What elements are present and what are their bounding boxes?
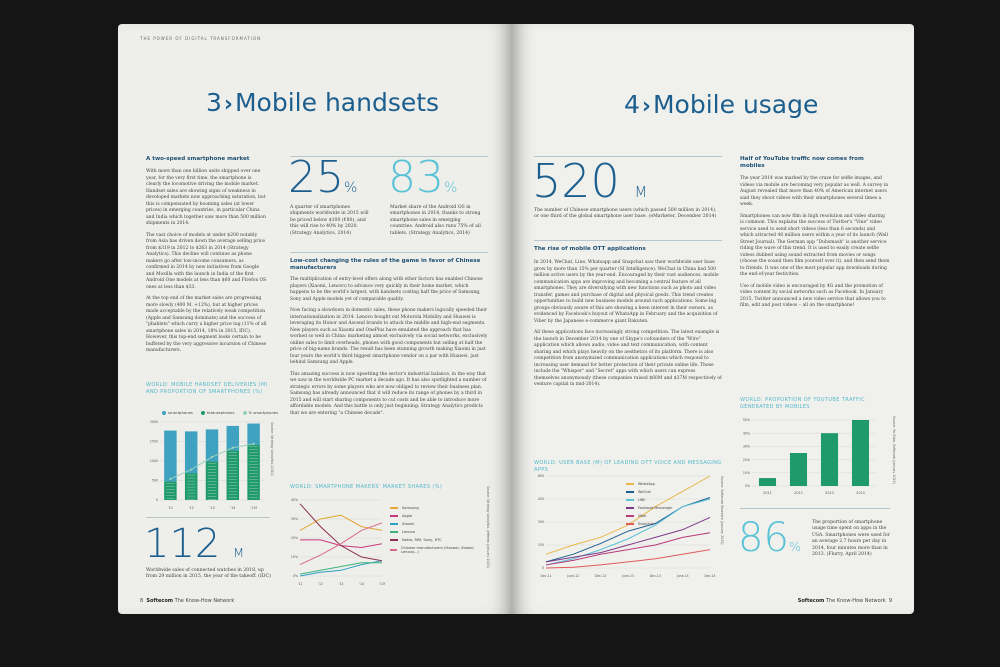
x-tick-label: June-13 <box>622 574 634 578</box>
y-tick-label: 40% <box>742 431 750 436</box>
chart-source: Source: Strategy Analytics (2014) <box>270 422 274 476</box>
data-point <box>232 447 234 449</box>
y-tick-label: 1500 <box>149 439 158 444</box>
right-page <box>512 24 914 614</box>
x-tick-label: '15f <box>379 582 385 586</box>
bar <box>790 453 807 486</box>
magazine-spread <box>118 24 914 614</box>
y-tick-label: 30% <box>742 444 750 449</box>
x-tick-label: 2011 <box>763 491 772 495</box>
series-line <box>546 550 710 568</box>
x-tick-label: 2012 <box>794 491 803 495</box>
series-line <box>546 533 710 565</box>
x-tick-label: Dec-11 <box>540 574 552 578</box>
y-tick-label: 500 <box>151 478 158 483</box>
subhead-low-cost: Low-cost changing the rules of the game in favor of Chinese manufacturers <box>290 258 481 271</box>
left-col1-body <box>146 169 268 360</box>
stat-86-caption: The proportion of smartphone usage time spent on apps in the USA. Smartphones were used for an average 2.7 hours per day in 2014, four minutes more than in 2013. (Flurry, April 2014) <box>812 520 890 558</box>
legend-item: Viber <box>626 514 696 518</box>
x-tick-label: '13 <box>209 506 215 510</box>
bar <box>852 420 869 486</box>
legend-item: Lenovo <box>390 530 482 534</box>
paragraph: With more than one billion units shipped over one year, for the very first time, the smartphone is clearly the locomotive driving the mobile market. Handset sales are showing signs of weakness in developed markets now approaching saturation, but this is compensated by booming sales (at lower prices) in emerging countries, in particular China and India which together saw more than 500 million shipments in 2014. <box>146 169 266 227</box>
chart-legend-ott <box>626 482 696 530</box>
right-col1-body <box>534 260 722 394</box>
footer-left: 8 Softecom The Know-How Network <box>140 598 235 604</box>
y-tick-label: 0 <box>541 566 544 571</box>
y-tick-label: 20% <box>742 457 750 462</box>
section-title: Mobile usage <box>652 90 819 119</box>
chart-title-deliveries: WORLD: MOBILE HANDSET DELIVERIES (M) AND PROPORTION OF SMARTPHONES (%) <box>146 382 269 395</box>
y-tick-label: 150 <box>537 543 544 548</box>
x-tick-label: Dec-13 <box>649 574 661 578</box>
paragraph: All these applications face increasingly strong competition. The latest example is the launch in December 2014 by one of Skype's cofounders of the "Wire" application which allows audio, video and text communication, with content sharing and which plays heavily on the aesthetics of its platform. There is also competition from anonymized communication applications which respond to increasing user demand for better protection of their private online life. These include the "Whisper" and "Secret" apps with which users can express themselves anonymously (these companies raised $60M and $37M respectively of venture capital in mid-2014). <box>534 330 722 388</box>
y-tick-label: 20% <box>290 536 298 541</box>
divider <box>146 517 270 518</box>
x-tick-label: '14 <box>359 582 364 586</box>
chart-source: Source: YouTube, Softecom (January 2015) <box>892 416 896 484</box>
data-point <box>169 478 171 480</box>
paragraph: At the top end of the market sales are progressing more slowly (400 M, +12%), but at higher prices made acceptable by the relatively weak competition (Apple and Samsung dominate) and the success of "phablets" which carry a higher price tag (11% of all smartphone sales in 2014, 18% in 2015, IDC). However, this top-end segment looks certain to be buffeted by the very aggressive incursion of Chinese manufacturers. <box>146 296 267 354</box>
stat-83-caption: Market share of the Android OS in smartphones in 2014, thanks to strong smartphone sales in emerging countries. Android also runs 75% of all tablets. (Strategy Analytics, 2014) <box>390 205 481 236</box>
section-number: 4 <box>624 90 640 119</box>
divider <box>740 508 890 509</box>
subhead-two-speed: A two-speed smartphone market <box>146 156 250 162</box>
chart-legend-deliveries <box>162 410 278 415</box>
bar <box>759 478 776 486</box>
subhead-ott: The rise of mobile OTT applications <box>534 246 646 252</box>
paragraph: In 2014, WeChat, Line, Whatsapp and Snapchat saw their worldwide user base grow by more than 15% per quarter (SI Intelligence). WeChat in China had 500 million active users by the year-end. Encouraged by their vast audiences, mobile communication apps are improving and becoming a central feature of all smartphones. They are diversifying with new functions such as photo and video transfer, games and purchase of digital and physical goods. This trend creates opportunities to build new business models around such applications. Some big groups obviously aware of this are showing a keen interest in their owners, as evidenced by Facebook's buyout of WhatsApp in February and the acquisition of Viber by the Japanese e-commerce giant Rakuten. <box>534 260 719 324</box>
chart-legend-market-shares <box>390 506 482 558</box>
chart-source: Source: Softecom Research (January 2015) <box>720 476 724 545</box>
section-heading-mobile-handsets <box>206 88 439 117</box>
bar <box>821 433 838 486</box>
paragraph: This amazing success is now upsetting the sector's industrial balance, in the way that we saw in the worldwide PC market a decade ago. It has also spotlighted a number of strategic errors by some players who are now obliged to review their business plan. Samsung has already announced that it will reduce its range of phones by a third in 2015 and will start sharing components to cut costs and be able to introduce more affordable models. And this battle is only just beginning: Strategy Analytics predicts that we are entering "a Chinese decade". <box>290 371 487 416</box>
x-tick-label: '13 <box>338 582 344 586</box>
subhead-youtube: Half of YouTube traffic now comes from mobiles <box>740 156 864 169</box>
y-tick-label: 300 <box>537 520 544 525</box>
chart-title-market-shares: WORLD: SMARTPHONE MAKERS' MARKET SHARES (%) <box>290 484 443 490</box>
data-point <box>211 456 213 458</box>
x-tick-label: '11 <box>297 582 303 586</box>
series-line <box>300 504 382 561</box>
y-tick-label: 50% <box>742 418 750 423</box>
data-point <box>252 443 254 445</box>
data-point <box>190 468 192 470</box>
y-tick-label: 450 <box>537 497 544 502</box>
chart-title-ott: WORLD: USER BASE (M) OF LEADING OTT VOICE AND MESSAGING APPS <box>534 460 722 473</box>
paragraph: Now facing a slowdown in domestic sales, these phone makers logically speeded their internationalization in 2014. Lenovo bought out Motorola Mobility and Huawei is leveraging its Honor and Ascend brands to attack the middle and high-end segments. New players such as Xiaomi and OnePlus have emulated the approach that has worked so well in China: marketing almost exclusively via social networks, exclusively online sales to limit overheads, phones with good components but selling at half the price of big-name brands. The result has been stunning growth making Xiaomi in just four years the world's third biggest smartphone vendor on a par with Huawei, just behind Samsung and Apple. <box>290 308 488 366</box>
x-tick-label: '15f <box>250 506 257 510</box>
y-tick-label: 10% <box>290 555 298 560</box>
x-tick-label: Dec-12 <box>595 574 607 578</box>
legend-item: LINE <box>626 498 696 502</box>
legend-item: Chinese manufacturers (Huawei, Xiaomi, Lenovo...) <box>390 546 482 554</box>
x-tick-label: '12 <box>318 582 323 586</box>
bar-featurephones <box>247 424 259 445</box>
x-tick-label: Dec-14 <box>704 574 716 578</box>
legend-item: Facebook Messenger <box>626 506 696 510</box>
y-tick-label: 600 <box>537 474 544 479</box>
x-tick-label: 2013 <box>825 491 834 495</box>
bar-smartphones <box>206 461 218 500</box>
market-shares-line-chart <box>288 494 386 588</box>
stat-112m: 112 M <box>144 521 245 567</box>
bar-featurephones <box>164 431 176 482</box>
section-number: 3 <box>206 88 222 117</box>
stat-83-percent: 83% <box>388 152 458 203</box>
x-tick-label: '12 <box>188 506 194 510</box>
stat-25-percent: 25% <box>288 152 358 203</box>
legend-item: featurephones <box>201 410 235 415</box>
left-col2-body <box>290 277 488 422</box>
y-tick-label: 0 <box>155 498 158 503</box>
deliveries-bar-chart <box>146 416 268 512</box>
legend-item: smartphones <box>162 410 193 415</box>
y-tick-label: 10% <box>742 471 750 475</box>
series-line <box>300 563 382 574</box>
stat-520m: 520 M <box>532 154 648 208</box>
paragraph: The year 2014 was marked by the craze for selfie images, and videos via mobile are becoming very popular as well. A survey in August revealed that more than 40% of American internet users said they shoot videos with their smartphones several times a week. <box>740 176 889 208</box>
legend-item: WeChat <box>626 490 696 494</box>
legend-item: % smartphones <box>243 410 279 415</box>
stat-112m-caption: Worldwide sales of connected watches in 2018, up from 29 million in 2015, the year of the takeoff. (IDC) <box>146 568 271 580</box>
bar-smartphones <box>227 450 239 500</box>
divider <box>290 252 488 253</box>
left-page <box>118 24 512 614</box>
y-tick-label: 40% <box>290 498 298 503</box>
y-tick-label: 1000 <box>149 459 158 464</box>
chart-source: Source: Strategy Analytics, Jefferies (January 2015) <box>486 486 490 568</box>
right-col2-body <box>740 176 890 315</box>
x-tick-label: 2014 <box>856 491 865 495</box>
legend-item: Xiaomi <box>390 522 482 526</box>
youtube-mobile-bar-chart <box>738 416 880 496</box>
y-tick-label: 0% <box>744 484 750 489</box>
y-tick-label: 30% <box>290 517 298 522</box>
paragraph: Smartphones can now film in high resolution and video sharing is common. This explains the success of Twitter's "Vine" video service used to send short videos (less than 6 seconds) and which attracted 40 million users within a year of its launch (Wall Street Journal). The German app "Dubsmash" is another service riding the wave of this trend. It is used to easily create selfie videos dubbed using sound extracted from movies or songs (choose the sound then film yourself over it), and then send them to friends. It was one of the most popular app downloads during the end-of-year festivities. <box>740 213 890 278</box>
stat-520m-caption: The number of Chinese smartphone users (which passed 500 million in 2014), or one third of the global smartphone user base. (eMarketer, December 2014) <box>534 208 717 220</box>
divider <box>534 240 722 241</box>
paragraph: The vast choice of models at under $200 notably from Asia has driven down the average selling price from $319 in 2012 to $263 in 2014 (Strategy Analytics). This decline will continue as phone makers go after low-income consumers, as confirmed in 2014 by new initiatives from Google and Mozilla with the launch in India of the first Android One models at less than $60 and Firefox OS ones at less than $33. <box>146 232 267 290</box>
legend-item: Nokia, RIM, Sony, HTC <box>390 538 482 542</box>
stat-25-caption: A quarter of smartphones shipments worldwide in 2015 will be priced below $100 (€80), and this will rise to 40% by 2020. (Strategy Analytics, 2014) <box>290 205 369 236</box>
stat-86-percent: 86% <box>738 515 802 561</box>
running-head: THE POWER OF DIGITAL TRANSFORMATION <box>140 36 262 41</box>
chevron-right-icon: › <box>641 94 651 119</box>
legend-item: Samsung <box>390 506 482 510</box>
y-tick-label: 2000 <box>149 420 158 425</box>
section-heading-mobile-usage <box>624 90 818 119</box>
section-title: Mobile handsets <box>234 88 440 117</box>
paragraph: The multiplication of entry-level offers along with other factors has enabled Chinese players (Xiaomi, Lenovo) to advance very quickly in their home market, which happens to be the world's largest, with handsets costing half the price of Samsung, Sony and Apple models yet of comparable quality. <box>290 277 483 302</box>
y-tick-label: 0% <box>292 574 298 579</box>
legend-item: WhatsApp <box>626 482 696 486</box>
x-tick-label: June-12 <box>567 574 580 578</box>
chart-title-youtube: WORLD: PROPORTION OF YOUTUBE TRAFFIC GENERATED BY MOBILES <box>740 397 866 410</box>
chevron-right-icon: › <box>223 92 233 117</box>
x-tick-label: '11 <box>167 506 174 510</box>
footer-right: Softecom The Know-How Network 9 <box>797 598 892 604</box>
x-tick-label: '14 <box>230 506 236 510</box>
legend-item: Apple <box>390 514 482 518</box>
bar-smartphones <box>164 481 176 500</box>
paragraph: Use of mobile video is encouraged by 4G and the promotion of video content by social networks such as Facebook. In January 2015, Twitter announced a new video service that allows you to film, edit and post videos – all on the smartphone! <box>740 283 886 309</box>
x-tick-label: June-14 <box>676 574 689 578</box>
legend-item: Snapchat <box>626 522 696 526</box>
